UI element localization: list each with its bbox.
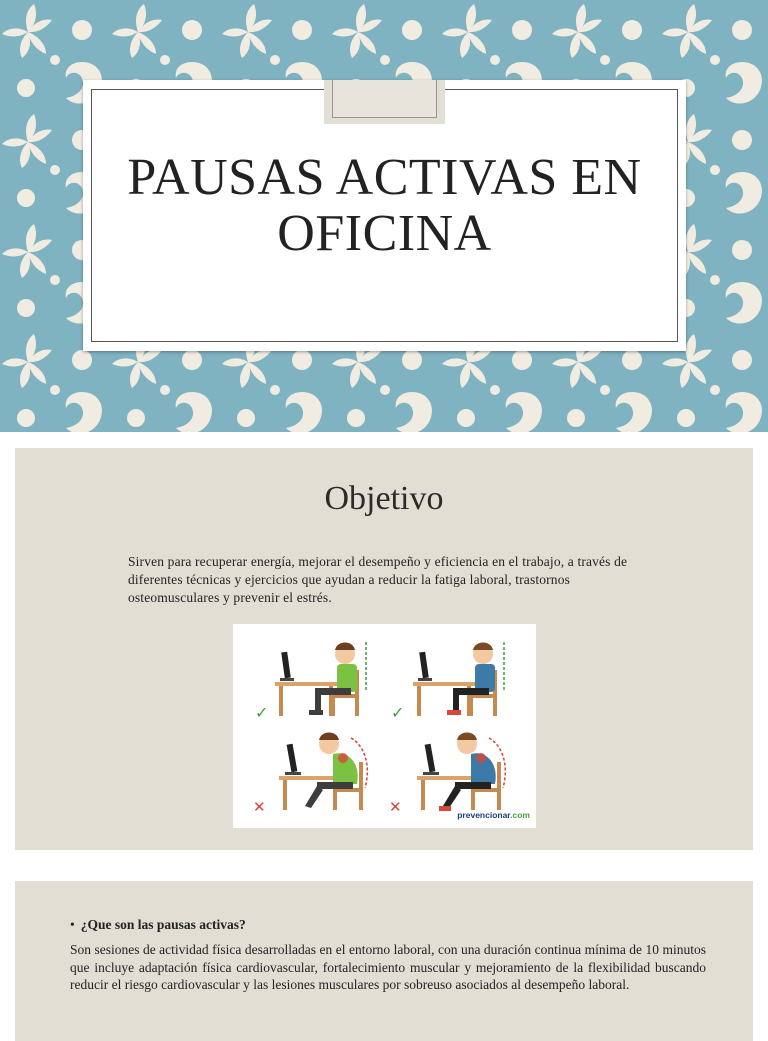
posture-illustration bbox=[233, 624, 536, 828]
good-posture-green bbox=[255, 642, 366, 722]
title-card bbox=[83, 80, 686, 351]
answer-text: Son sesiones de actividad física desarrolladas en el entorno laboral, con una duración continua mínima de 10 minutos que incluye adaptación física cardiovascular, fortalecimiento muscular y mejoramiento de la flexibilidad buscando reducir el riesgo cardiovascular y las lesiones musculares por sobreuso asociados al desempeño laboral. bbox=[70, 942, 706, 992]
definition-slide bbox=[15, 881, 753, 1041]
objective-heading: Objetivo bbox=[324, 480, 444, 517]
bad-mark-1: ✕ bbox=[253, 798, 266, 816]
bad-mark-2: ✕ bbox=[389, 798, 402, 816]
slide-title: PAUSAS ACTIVAS EN OFICINA bbox=[127, 149, 642, 262]
objective-slide bbox=[15, 448, 753, 850]
bad-posture-green bbox=[253, 733, 367, 817]
good-mark-2: ✓ bbox=[391, 703, 405, 722]
posture-drawing bbox=[233, 624, 536, 828]
brand-logo: prevencionar.com bbox=[457, 810, 530, 820]
question-text: ¿Que son las pausas activas? bbox=[80, 917, 246, 932]
question-bullet bbox=[70, 917, 246, 933]
title-card-tab bbox=[324, 80, 445, 124]
objective-body: Sirven para recuperar energía, mejorar el desempeño y eficiencia en el trabajo, a través de diferentes técnicas y ejercicios que ayudan a reducir la fatiga laboral, trastornos osteomusculares y prevenir el estrés. bbox=[128, 554, 628, 605]
title-slide bbox=[0, 0, 768, 432]
good-mark-1: ✓ bbox=[255, 703, 269, 722]
good-posture-blue bbox=[391, 642, 504, 722]
bullet-icon: • bbox=[70, 917, 75, 932]
bad-posture-blue bbox=[389, 733, 505, 817]
